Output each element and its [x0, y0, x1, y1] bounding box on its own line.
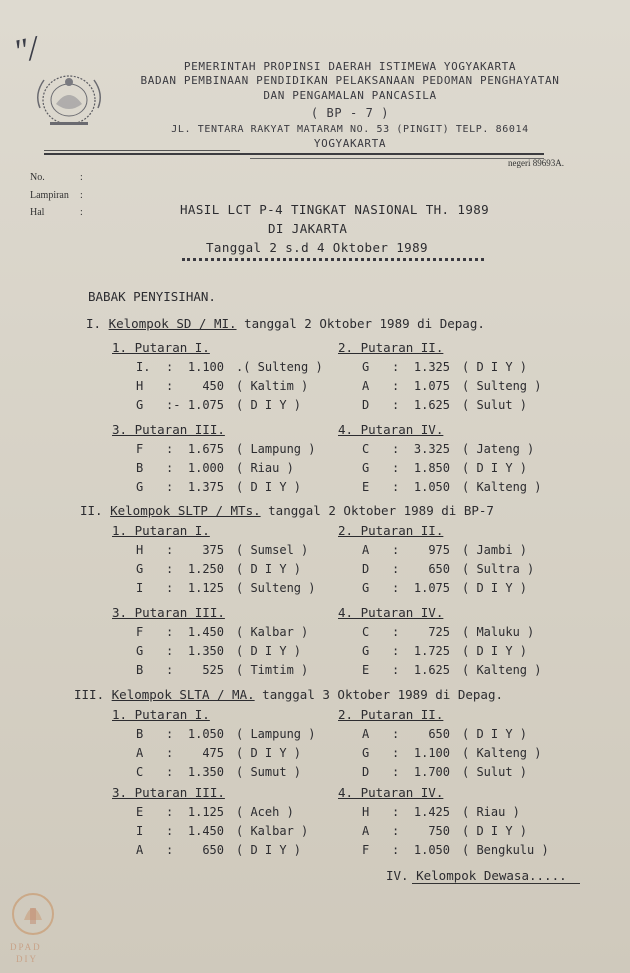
- group-2-round-3-row-3-colon: :: [166, 663, 174, 677]
- group-2-round-2-row-1-colon: :: [392, 543, 400, 557]
- group-2-round-1-row-2-region: ( D I Y ): [236, 562, 302, 576]
- group-1-round-4-row-3-team-code: E: [362, 480, 370, 494]
- group-3-round-1-row-3-colon: :: [166, 765, 174, 779]
- group-3-round-4-row-1-region: ( Riau ): [462, 805, 520, 819]
- group-3-round-1-label: 1. Putaran I.: [112, 707, 210, 722]
- group-3-round-3-row-2-colon: :: [166, 824, 174, 838]
- group-2-round-2-row-3-team-code: G: [362, 581, 370, 595]
- group-3-round-1-row-1-region: ( Lampung ): [236, 727, 316, 741]
- group-3-round-2-row-2-colon: :: [392, 746, 400, 760]
- group-3-round-2-row-2-team-code: G: [362, 746, 370, 760]
- group-1-round-4-row-3-region: ( Kalteng ): [462, 480, 542, 494]
- group-1-round-1-row-2-team-code: H: [136, 379, 144, 393]
- group-3-round-2-row-1-region: ( D I Y ): [462, 727, 528, 741]
- group-1-round-4-row-1-team-code: C: [362, 442, 370, 456]
- group-2-round-4-row-2-score: 1.725: [413, 644, 450, 658]
- group-3-round-3-row-3-colon: :: [166, 843, 174, 857]
- group-2-round-4-row-3-colon: :: [392, 663, 400, 677]
- group-1-round-3-row-2-region: ( Riau ): [236, 461, 294, 475]
- lampiran-label: Lampiran: [30, 190, 69, 201]
- group-3-round-4-row-3-score: 1.050: [413, 843, 450, 857]
- group-1-round-3-row-1-team-code: F: [136, 442, 144, 456]
- watermark-text-2: DIY: [16, 954, 38, 964]
- group-2-round-2-row-2-score: 650: [428, 562, 450, 576]
- group-2-round-3-row-1-region: ( Kalbar ): [236, 625, 309, 639]
- group-1-round-2-row-2-colon: :: [392, 379, 400, 393]
- group-2-round-4-row-3-score: 1.625: [413, 663, 450, 677]
- group-2-round-2-row-2-colon: :: [392, 562, 400, 576]
- group-1-round-2-row-2-team-code: A: [362, 379, 370, 393]
- group-1-round-2-row-1-score: 1.325: [413, 360, 450, 374]
- hal-label: Hal: [30, 207, 45, 218]
- group-1-round-3-row-3-score: 1.375: [187, 480, 224, 494]
- group-1-round-2-row-2-score: 1.075: [413, 379, 450, 393]
- group-3-round-3-row-1-score: 1.125: [187, 805, 224, 819]
- document-title-line-3: Tanggal 2 s.d 4 Oktober 1989: [206, 240, 428, 255]
- group-1-round-1-row-2-region: ( Kaltim ): [236, 379, 309, 393]
- group-3-date: tanggal 3 Oktober 1989 di Depag.: [262, 687, 503, 702]
- group-3-round-2-row-3-colon: :: [392, 765, 400, 779]
- title-underline: [182, 258, 484, 261]
- group-1-round-2-row-3-colon: :: [392, 398, 400, 412]
- group-1-round-1-row-1-score: 1.100: [187, 360, 224, 374]
- hal-colon: :: [80, 207, 83, 218]
- group-3-round-3-row-2-score: 1.450: [187, 824, 224, 838]
- letterhead-line-4: ( BP - 7 ): [310, 106, 390, 120]
- group-2-round-3-row-1-score: 1.450: [187, 625, 224, 639]
- group-3-round-1-row-3-score: 1.350: [187, 765, 224, 779]
- group-1-round-2-row-2-region: ( Sulteng ): [462, 379, 542, 393]
- group-1-round-4-row-2-region: ( D I Y ): [462, 461, 528, 475]
- group-2-date: tanggal 2 Oktober 1989 di BP-7: [268, 503, 494, 518]
- margin-handwriting: "/: [10, 29, 42, 72]
- section-babak: BABAK PENYISIHAN.: [88, 289, 216, 304]
- group-1-round-1-row-1-colon: :: [166, 360, 174, 374]
- group-2-round-3-row-1-team-code: F: [136, 625, 144, 639]
- group-2-round-1-row-1-team-code: H: [136, 543, 144, 557]
- group-3-round-2-row-2-region: ( Kalteng ): [462, 746, 542, 760]
- group-2-round-1-row-1-colon: :: [166, 543, 174, 557]
- letterhead-line-3: DAN PENGAMALAN PANCASILA: [263, 89, 437, 102]
- group-2-number: II.: [80, 503, 103, 518]
- continuation-underline: [412, 883, 580, 884]
- group-2-round-4-row-1-region: ( Maluku ): [462, 625, 535, 639]
- group-1-round-4-row-1-region: ( Jateng ): [462, 442, 535, 456]
- group-2-round-2-row-1-region: ( Jambi ): [462, 543, 528, 557]
- archive-watermark-icon: [10, 890, 56, 940]
- group-1-round-1-label: 1. Putaran I.: [112, 340, 210, 355]
- group-2-round-1-row-3-colon: :: [166, 581, 174, 595]
- group-2-round-4-label: 4. Putaran IV.: [338, 605, 444, 620]
- group-2-round-3-row-2-region: ( D I Y ): [236, 644, 302, 658]
- group-1-round-3-row-1-colon: :: [166, 442, 174, 456]
- group-3-round-4-row-3-team-code: F: [362, 843, 370, 857]
- group-1-round-3-row-2-score: 1.000: [187, 461, 224, 475]
- group-2-round-3-row-3-region: ( Timtim ): [236, 663, 309, 677]
- group-2-round-4-row-3-region: ( Kalteng ): [462, 663, 542, 677]
- group-1-round-1-row-3-region: ( D I Y ): [236, 398, 302, 412]
- group-3-number: III.: [74, 687, 105, 702]
- group-1-round-3-row-3-team-code: G: [136, 480, 144, 494]
- group-1-round-4-row-3-score: 1.050: [413, 480, 450, 494]
- group-1-round-3-row-2-colon: :: [166, 461, 174, 475]
- header-rule-main: [44, 153, 544, 155]
- document-title-line-2: DI JAKARTA: [268, 221, 348, 236]
- group-2-round-4-row-2-team-code: G: [362, 644, 370, 658]
- group-2-round-4-row-2-colon: :: [392, 644, 400, 658]
- group-3-round-4-row-2-colon: :: [392, 824, 400, 838]
- group-1-round-2-row-3-region: ( Sulut ): [462, 398, 528, 412]
- group-3-round-1-row-2-region: ( D I Y ): [236, 746, 302, 760]
- group-1-round-4-row-1-score: 3.325: [413, 442, 450, 456]
- watermark-text-1: DPAD: [10, 942, 42, 952]
- group-2-round-2-row-1-score: 975: [428, 543, 450, 557]
- group-2-round-3-row-3-score: 525: [202, 663, 224, 677]
- group-1-round-4-row-3-colon: :: [392, 480, 400, 494]
- group-3-round-2-row-3-team-code: D: [362, 765, 370, 779]
- header-rule-right: [250, 158, 544, 159]
- group-3-round-2-row-3-score: 1.700: [413, 765, 450, 779]
- group-3-round-1-row-1-colon: :: [166, 727, 174, 741]
- reference-number: negeri 89693A.: [508, 158, 564, 168]
- group-3-round-2-row-1-colon: :: [392, 727, 400, 741]
- group-1-round-3-row-1-score: 1.675: [187, 442, 224, 456]
- group-1-round-3-row-1-region: ( Lampung ): [236, 442, 316, 456]
- header-rule-left: [44, 150, 240, 151]
- group-1-round-2-row-3-team-code: D: [362, 398, 370, 412]
- group-2-round-4-row-2-region: ( D I Y ): [462, 644, 528, 658]
- group-3-round-3-row-2-team-code: I: [136, 824, 144, 838]
- letterhead-line-1: PEMERINTAH PROPINSI DAERAH ISTIMEWA YOGYAKARTA: [183, 60, 517, 73]
- continuation-note: IV. Kelompok Dewasa.....: [386, 868, 567, 883]
- letterhead-line-5: JL. TENTARA RAKYAT MATARAM NO. 53 (PINGIT) TELP. 86014: [171, 124, 529, 135]
- group-2-round-3-row-2-score: 1.350: [187, 644, 224, 658]
- group-1-round-1-row-2-colon: :: [166, 379, 174, 393]
- group-2-round-1-row-2-colon: :: [166, 562, 174, 576]
- group-3-round-4-row-3-colon: :: [392, 843, 400, 857]
- group-3-round-3-row-3-region: ( D I Y ): [236, 843, 302, 857]
- group-1-round-3-row-3-region: ( D I Y ): [236, 480, 302, 494]
- group-2-round-1-label: 1. Putaran I.: [112, 523, 210, 538]
- group-3-round-1-row-1-score: 1.050: [187, 727, 224, 741]
- group-1-number: I.: [86, 316, 102, 331]
- group-3-round-1-row-2-colon: :: [166, 746, 174, 760]
- group-1-round-3-row-2-team-code: B: [136, 461, 144, 475]
- group-1-round-2-row-1-team-code: G: [362, 360, 370, 374]
- group-1-round-1-row-3-colon: :-: [166, 398, 181, 412]
- group-3-name: Kelompok SLTA / MA.: [111, 687, 255, 702]
- group-3-round-3-row-3-team-code: A: [136, 843, 144, 857]
- group-2-round-1-row-1-score: 375: [202, 543, 224, 557]
- group-2-round-1-row-2-score: 1.250: [187, 562, 224, 576]
- group-2-round-1-row-3-team-code: I: [136, 581, 144, 595]
- no-colon: :: [80, 172, 83, 183]
- group-1-round-3-label: 3. Putaran III.: [112, 422, 225, 437]
- group-3-round-3-row-1-colon: :: [166, 805, 174, 819]
- group-2-round-3-row-1-colon: :: [166, 625, 174, 639]
- group-3-round-4-row-1-team-code: H: [362, 805, 370, 819]
- group-2-round-1-row-3-region: ( Sulteng ): [236, 581, 316, 595]
- group-2-name: Kelompok SLTP / MTs.: [110, 503, 261, 518]
- group-3-round-1-row-1-team-code: B: [136, 727, 144, 741]
- group-3-round-1-row-3-region: ( Sumut ): [236, 765, 302, 779]
- group-1-round-4-row-2-score: 1.850: [413, 461, 450, 475]
- group-1-round-1-row-3-team-code: G: [136, 398, 144, 412]
- group-2-round-2-row-3-region: ( D I Y ): [462, 581, 528, 595]
- document-title-line-1: HASIL LCT P-4 TINGKAT NASIONAL TH. 1989: [180, 202, 490, 217]
- group-2-round-2-row-1-team-code: A: [362, 543, 370, 557]
- lampiran-colon: :: [80, 190, 83, 201]
- group-2-round-1-row-2-team-code: G: [136, 562, 144, 576]
- group-3-round-2-row-1-score: 650: [428, 727, 450, 741]
- group-1-heading: [86, 316, 485, 331]
- group-3-round-1-row-2-team-code: A: [136, 746, 144, 760]
- group-2-round-3-row-2-team-code: G: [136, 644, 144, 658]
- group-2-round-4-row-1-score: 725: [428, 625, 450, 639]
- group-3-round-4-row-2-score: 750: [428, 824, 450, 838]
- group-3-round-3-row-1-region: ( Aceh ): [236, 805, 294, 819]
- group-3-round-4-label: 4. Putaran IV.: [338, 785, 444, 800]
- group-3-round-1-row-3-team-code: C: [136, 765, 144, 779]
- group-3-round-4-row-2-team-code: A: [362, 824, 370, 838]
- group-3-round-2-row-3-region: ( Sulut ): [462, 765, 528, 779]
- group-3-round-2-row-2-score: 1.100: [413, 746, 450, 760]
- group-2-round-3-label: 3. Putaran III.: [112, 605, 225, 620]
- group-3-round-3-row-1-team-code: E: [136, 805, 144, 819]
- group-1-round-4-label: 4. Putaran IV.: [338, 422, 444, 437]
- group-1-round-2-row-1-region: ( D I Y ): [462, 360, 528, 374]
- group-3-round-1-row-2-score: 475: [202, 746, 224, 760]
- group-3-round-4-row-3-region: ( Bengkulu ): [462, 843, 549, 857]
- group-2-round-2-row-3-score: 1.075: [413, 581, 450, 595]
- group-3-heading: [74, 687, 503, 702]
- group-2-round-2-label: 2. Putaran II.: [338, 523, 444, 538]
- group-1-round-2-row-3-score: 1.625: [413, 398, 450, 412]
- group-1-round-2-label: 2. Putaran II.: [338, 340, 444, 355]
- group-3-round-3-row-3-score: 650: [202, 843, 224, 857]
- group-3-round-2-row-1-team-code: A: [362, 727, 370, 741]
- group-2-heading: [80, 503, 494, 518]
- group-3-round-4-row-1-score: 1.425: [413, 805, 450, 819]
- no-label: No.: [30, 172, 45, 183]
- letterhead-line-6: YOGYAKARTA: [313, 137, 387, 150]
- group-3-round-3-label: 3. Putaran III.: [112, 785, 225, 800]
- group-2-round-3-row-2-colon: :: [166, 644, 174, 658]
- group-2-round-1-row-1-region: ( Sumsel ): [236, 543, 309, 557]
- group-3-round-3-row-2-region: ( Kalbar ): [236, 824, 309, 838]
- group-3-round-4-row-2-region: ( D I Y ): [462, 824, 528, 838]
- group-2-round-1-row-3-score: 1.125: [187, 581, 224, 595]
- group-2-round-2-row-2-region: ( Sultra ): [462, 562, 535, 576]
- group-1-round-2-row-1-colon: :: [392, 360, 400, 374]
- group-1-name: Kelompok SD / MI.: [108, 316, 237, 331]
- group-1-round-1-row-1-team-code: I.: [136, 360, 151, 374]
- group-2-round-4-row-3-team-code: E: [362, 663, 370, 677]
- group-2-round-4-row-1-team-code: C: [362, 625, 370, 639]
- group-1-round-1-row-1-region: .( Sulteng ): [236, 360, 323, 374]
- group-2-round-3-row-3-team-code: B: [136, 663, 144, 677]
- group-1-round-4-row-2-team-code: G: [362, 461, 370, 475]
- group-2-round-2-row-2-team-code: D: [362, 562, 370, 576]
- group-1-date: tanggal 2 Oktober 1989 di Depag.: [244, 316, 485, 331]
- group-1-round-1-row-2-score: 450: [202, 379, 224, 393]
- group-1-round-4-row-2-colon: :: [392, 461, 400, 475]
- group-3-round-4-row-1-colon: :: [392, 805, 400, 819]
- group-3-round-2-label: 2. Putaran II.: [338, 707, 444, 722]
- group-1-round-3-row-3-colon: :: [166, 480, 174, 494]
- group-2-round-4-row-1-colon: :: [392, 625, 400, 639]
- group-1-round-1-row-3-score: 1.075: [187, 398, 224, 412]
- letterhead-line-2: BADAN PEMBINAAN PENDIDIKAN PELAKSANAAN PEDOMAN PENGHAYATAN: [140, 74, 560, 87]
- group-2-round-2-row-3-colon: :: [392, 581, 400, 595]
- group-1-round-4-row-1-colon: :: [392, 442, 400, 456]
